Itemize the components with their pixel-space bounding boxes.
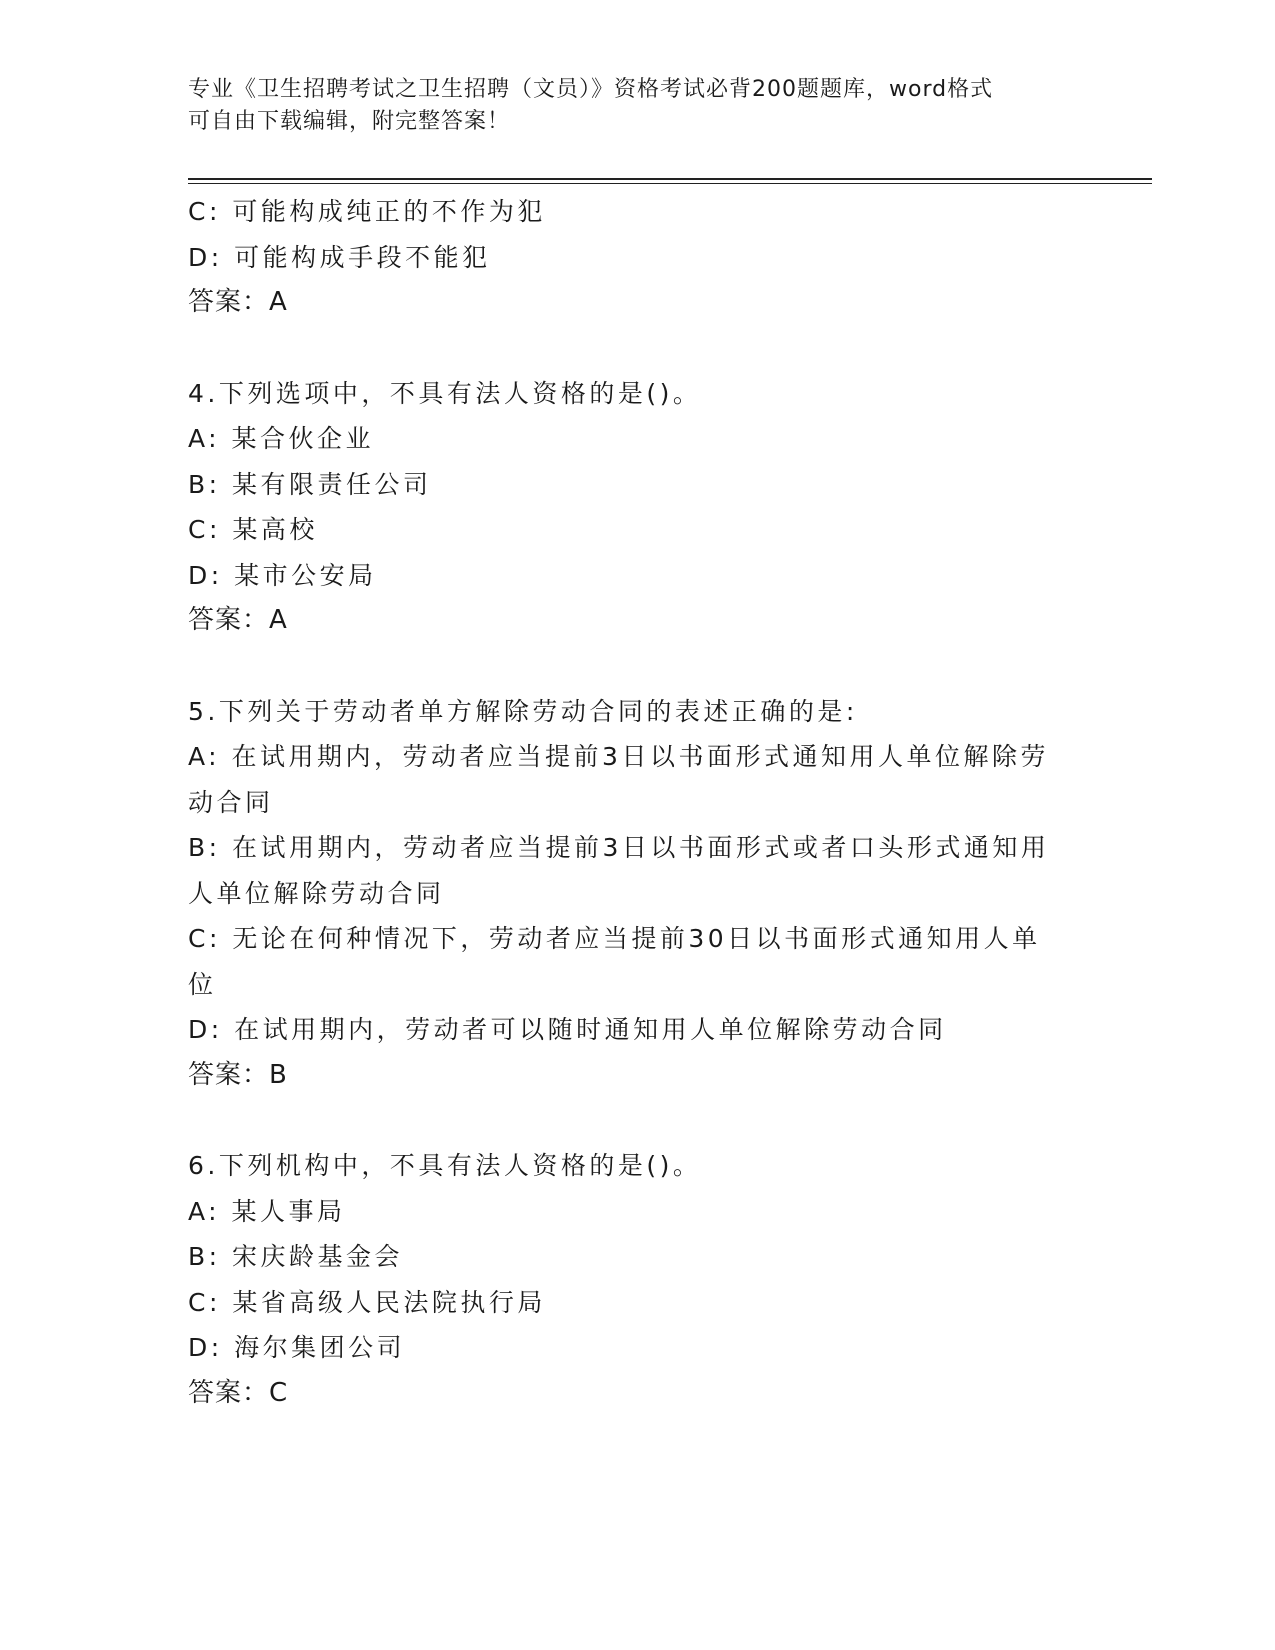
answer-line: 答案：B <box>188 1059 288 1090</box>
question-stem: 6.下列机构中，不具有法人资格的是()。 <box>188 1151 702 1180</box>
option-b-continued: 人单位解除劳动合同 <box>188 878 445 908</box>
question-stem: 5.下列关于劳动者单方解除劳动合同的表述正确的是: <box>188 696 858 726</box>
answer-line: 答案：A <box>188 605 288 635</box>
document-header <box>188 74 1068 138</box>
answer-line: 答案：C <box>188 1377 289 1408</box>
question-block-6 <box>188 1143 1088 1416</box>
option-a: A: 某人事局 <box>188 1196 346 1226</box>
question-block-4 <box>188 371 1088 644</box>
header-title-line-1: 专业《卫生招聘考试之卫生招聘（文员）》资格考试必背200题题库，word格式 <box>188 77 994 102</box>
question-list <box>188 189 1088 1416</box>
question-block-continued <box>188 189 1088 326</box>
option-d: D: 可能构成手段不能犯 <box>188 242 491 272</box>
option-c: C: 某省高级人民法院执行局 <box>188 1287 546 1317</box>
option-a: A: 在试用期内，劳动者应当提前3日以书面形式通知用人单位解除劳 <box>188 742 1049 771</box>
option-d: D: 在试用期内，劳动者可以随时通知用人单位解除劳动合同 <box>188 1015 947 1044</box>
option-a-continued: 动合同 <box>188 787 274 817</box>
header-divider-thick <box>188 178 1152 180</box>
option-b: B: 某有限责任公司 <box>188 469 432 499</box>
option-c-continued: 位 <box>188 969 217 999</box>
option-b: B: 宋庆龄基金会 <box>188 1242 404 1271</box>
question-block-5 <box>188 689 1088 1099</box>
option-d: D: 某市公安局 <box>188 560 377 590</box>
option-b: B: 在试用期内，劳动者应当提前3日以书面形式或者口头形式通知用 <box>188 833 1050 862</box>
option-a: A: 某合伙企业 <box>188 424 375 453</box>
option-d: D: 海尔集团公司 <box>188 1333 406 1362</box>
answer-line: 答案：A <box>188 287 288 317</box>
header-title-line-2: 可自由下载编辑，附完整答案！ <box>188 109 511 134</box>
header-divider-thin <box>188 183 1152 184</box>
question-stem: 4.下列选项中，不具有法人资格的是()。 <box>188 378 702 408</box>
option-c: C: 可能构成纯正的不作为犯 <box>188 197 546 226</box>
option-c: C: 无论在何种情况下，劳动者应当提前30日以书面形式通知用人单 <box>188 924 1041 953</box>
option-c: C: 某高校 <box>188 515 318 544</box>
